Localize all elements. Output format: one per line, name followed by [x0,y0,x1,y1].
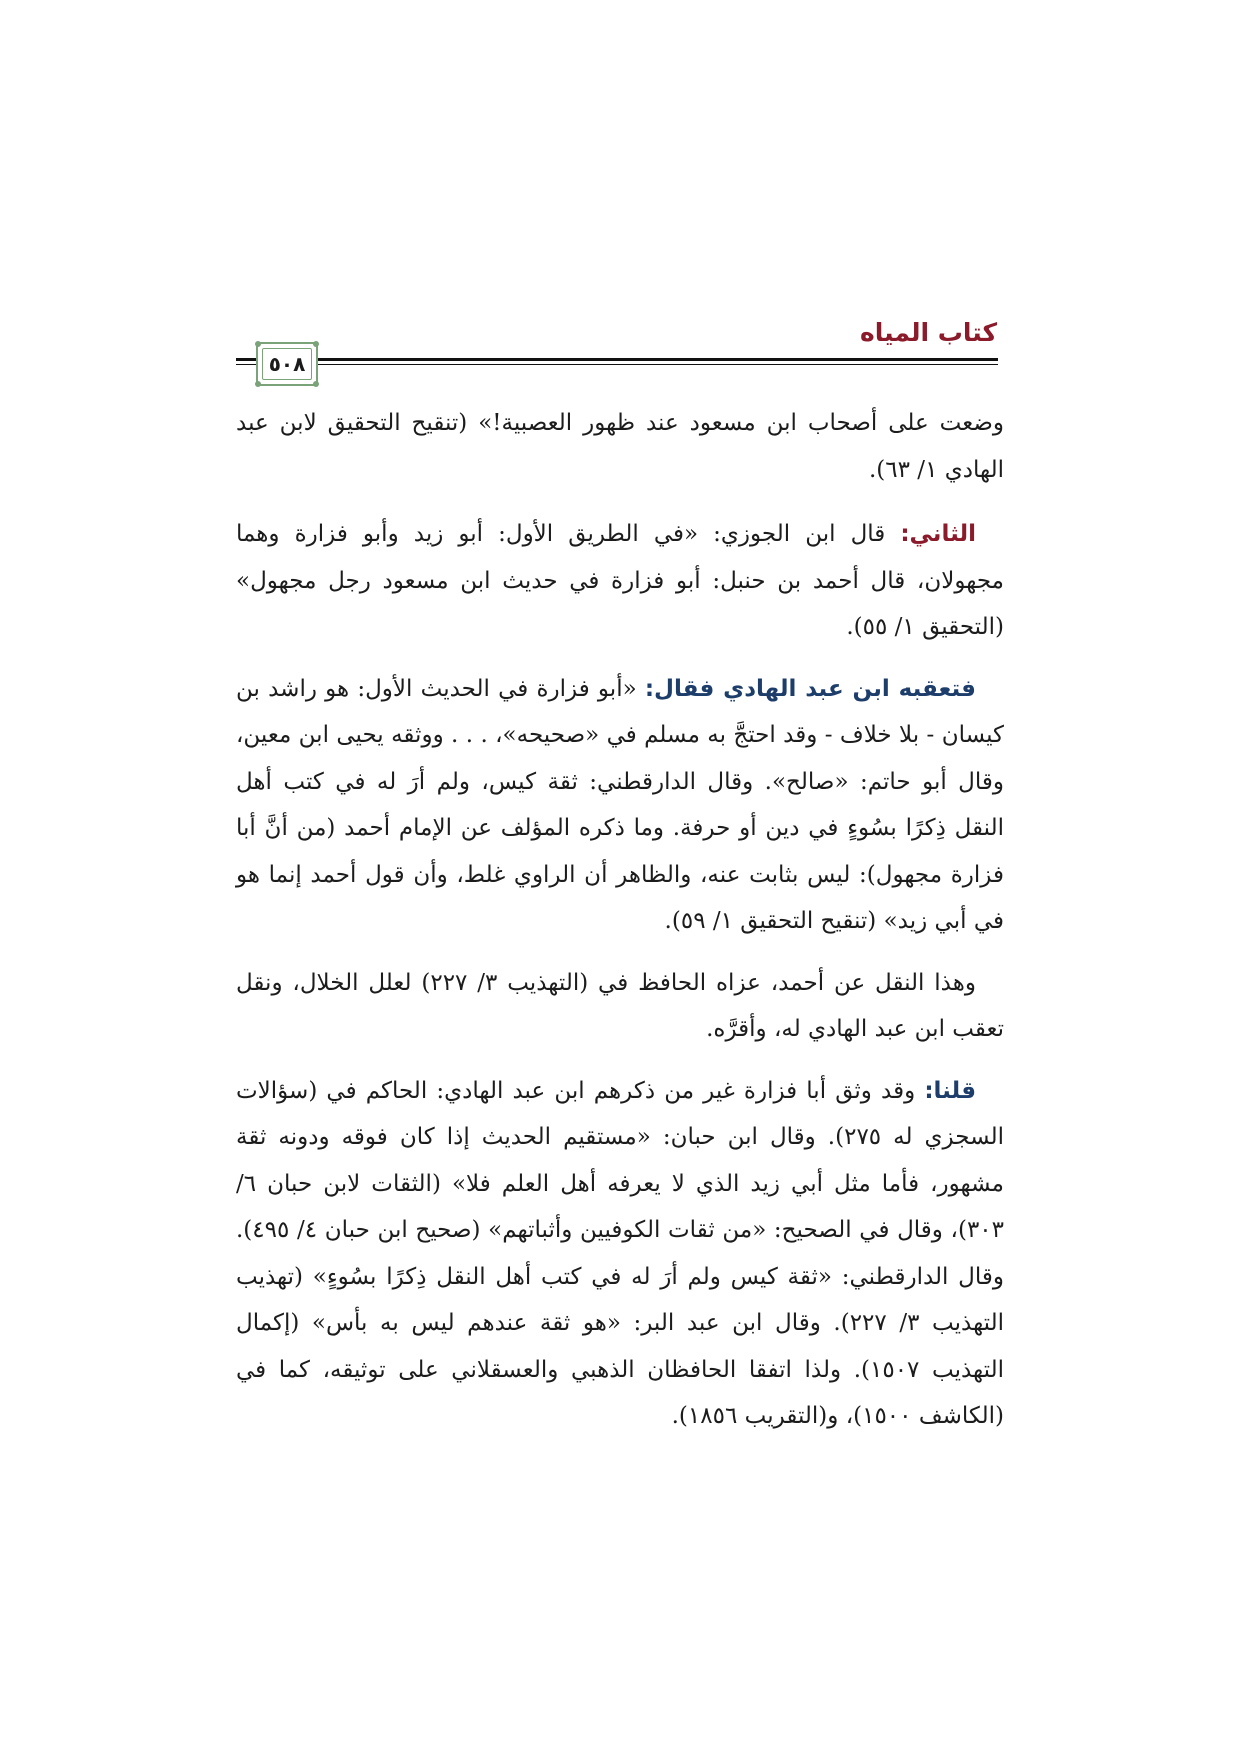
main-text [236,400,1004,1455]
header-rule-left-thin [236,364,256,365]
paragraph-text: «أبو فزارة في الحديث الأول: هو راشد بن كيسان - بلا خلاف - وقد احتجَّ به مسلم في «صحيحه»، . . . ووثقه يحيى ابن معين، وقال أبو حاتم: «صالح». وقال الدارقطني: ثقة كيس، ولم أرَ له في كتب أهل النقل ذِكرًا بسُوءٍ في دين أو حرفة. وما ذكره المؤلف عن الإمام أحمد (من أنَّ أبا فزارة مجهول): ليس بثابت عنه، والظاهر أن الراوي غلط، وأن قول أحمد إنما هو في أبي زيد» (تنقيح التحقيق ١/ ٥٩). [236,675,1004,934]
paragraph-text: وهذا النقل عن أحمد، عزاه الحافظ في (التهذيب ٣/ ٢٢٧) لعلل الخلال، ونقل تعقب ابن عبد الهادي له، وأقرَّه. [236,969,1004,1042]
paragraph-label: فتعقبه ابن عبد الهادي فقال: [644,675,976,702]
ornament-icon [313,381,319,387]
paragraph-text: وضعت على أصحاب ابن مسعود عند ظهور العصبية!» (تنقيح التحقيق لابن عبد الهادي ١/ ٦٣). [236,410,1004,483]
paragraph-text: قال ابن الجوزي: «في الطريق الأول: أبو زيد وأبو فزارة وهما مجهولان، قال أحمد بن حنبل: أبو فزارة في حديث ابن مسعود رجل مجهول» (التحقيق ١/ ٥٥). [236,521,1004,640]
header-rule-thin [278,364,998,365]
paragraph-text: وقد وثق أبا فزارة غير من ذكرهم ابن عبد الهادي: الحاكم في (سؤالات السجزي له ٢٧٥). وقال ابن حبان: «مستقيم الحديث إذا كان فوقه ودونه ثقة مشهور، فأما مثل أبي زيد الذي لا يعرفه أهل العلم فلا» (الثقات لابن حبان ٦/ ٣٠٣)، وقال في الصحيح: «من ثقات الكوفيين وأثباتهم» (صحيح ابن حبان ٤/ ٤٩٥). وقال الدارقطني: «ثقة كيس ولم أرَ له في كتب أهل النقل ذِكرًا بسُوءٍ» (تهذيب التهذيب ٣/ ٢٢٧). وقال ابن عبد البر: «هو ثقة عندهم ليس به بأس» (إكمال التهذيب ١٥٠٧). ولذا اتفقا الحافظان الذهبي والعسقلاني على توثيقه، كما في (الكاشف ١٥٠٠)، و(التقريب ١٨٥٦). [236,1077,1005,1429]
page-number: ٥٠٨ [268,352,306,376]
ornament-icon [255,341,261,347]
page-number-badge [256,342,318,386]
paragraph-naql [236,960,1004,1053]
page-number-frame [262,348,312,380]
header-rule-left [236,358,256,361]
ornament-icon [255,381,261,387]
paragraph-qulna [236,1068,1004,1440]
book-title: كتاب المياه [859,318,997,347]
ornament-icon [313,341,319,347]
paragraph-ibn-abd-alhadi [236,666,1004,945]
paragraph-continuation [236,400,1004,493]
header-rule [278,358,998,361]
paragraph-label: قلنا: [924,1077,976,1104]
paragraph-second-path [236,511,1004,651]
paragraph-label: الثاني: [900,521,976,547]
